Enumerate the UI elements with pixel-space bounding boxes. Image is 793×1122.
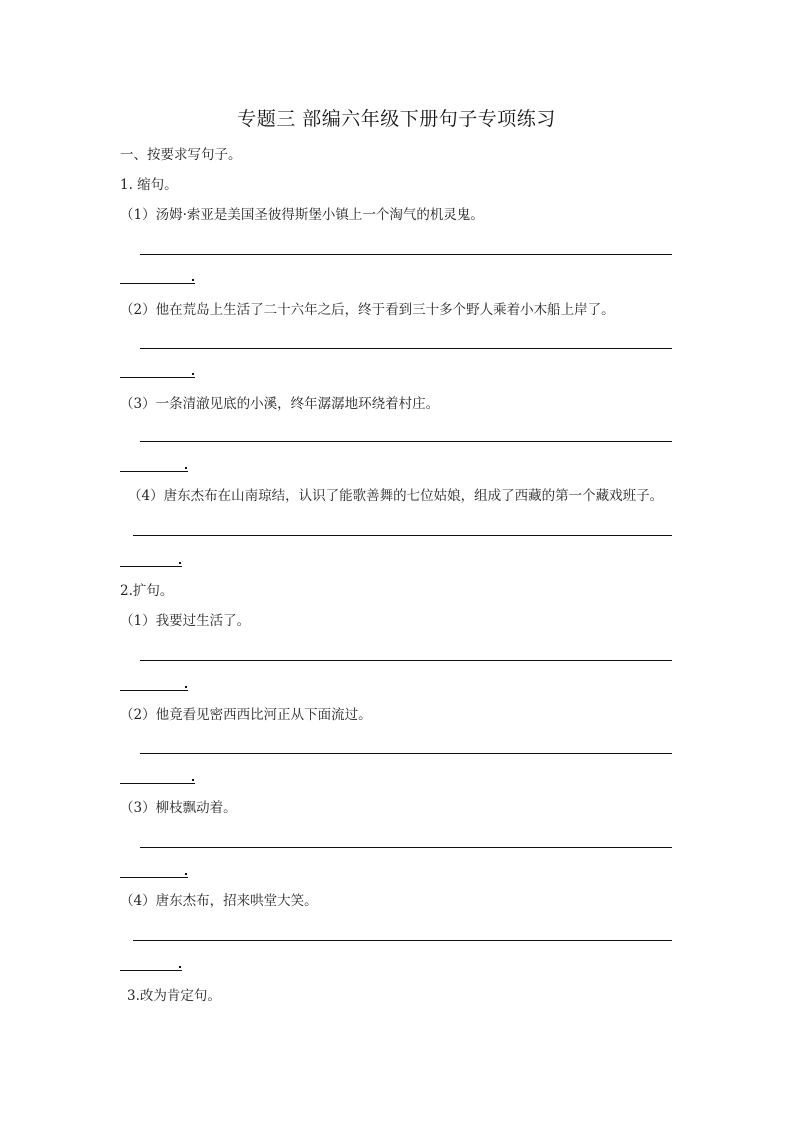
period-mark: [192, 373, 194, 375]
answer-line-short[interactable]: [120, 566, 182, 567]
period-mark: [179, 562, 181, 564]
answer-line[interactable]: [140, 441, 672, 442]
answer-line[interactable]: [140, 753, 672, 754]
answer-line-short[interactable]: [120, 377, 195, 378]
period-mark: [185, 873, 187, 875]
part1-heading: 1. 缩句。: [120, 177, 178, 193]
part2-question-4: （4）唐东杰布，招来哄堂大笑。: [120, 893, 318, 909]
answer-line[interactable]: [140, 254, 672, 255]
answer-line[interactable]: [140, 348, 672, 349]
answer-line[interactable]: [140, 660, 672, 661]
answer-line-short[interactable]: [120, 690, 188, 691]
section-heading: 一、按要求写句子。: [120, 147, 242, 163]
part1-question-3: （3）一条清澈见底的小溪，终年潺潺地环绕着村庄。: [120, 396, 440, 412]
answer-line-short[interactable]: [120, 471, 188, 472]
answer-line[interactable]: [133, 535, 672, 536]
period-mark: [185, 686, 187, 688]
period-mark: [179, 966, 181, 968]
answer-line-short[interactable]: [120, 783, 195, 784]
answer-line-short[interactable]: [120, 970, 182, 971]
part3-heading: 3.改为肯定句。: [127, 988, 221, 1004]
page-title: 专题三 部编六年级下册句子专项练习: [237, 108, 556, 130]
period-mark: [192, 779, 194, 781]
period-mark: [192, 279, 194, 281]
part1-question-2: （2）他在荒岛上生活了二十六年之后，终于看到三十多个野人乘着小木船上岸了。: [120, 302, 615, 318]
answer-line-short[interactable]: [120, 877, 188, 878]
part2-heading: 2.扩句。: [120, 583, 174, 599]
answer-line[interactable]: [133, 940, 672, 941]
part2-question-3: （3）柳枝飘动着。: [120, 800, 237, 816]
part1-question-1: （1）汤姆·索亚是美国圣彼得斯堡小镇上一个淘气的机灵鬼。: [120, 207, 484, 223]
period-mark: [185, 467, 187, 469]
answer-line[interactable]: [140, 847, 672, 848]
part2-question-1: （1）我要过生活了。: [120, 613, 251, 629]
answer-line-short[interactable]: [120, 283, 195, 284]
part2-question-2: （2）他竟看见密西西比河正从下面流过。: [120, 707, 372, 723]
part1-question-4: （4）唐东杰布在山南琼结，认识了能歌善舞的七位姑娘，组成了西藏的第一个藏戏班子。: [128, 488, 664, 504]
